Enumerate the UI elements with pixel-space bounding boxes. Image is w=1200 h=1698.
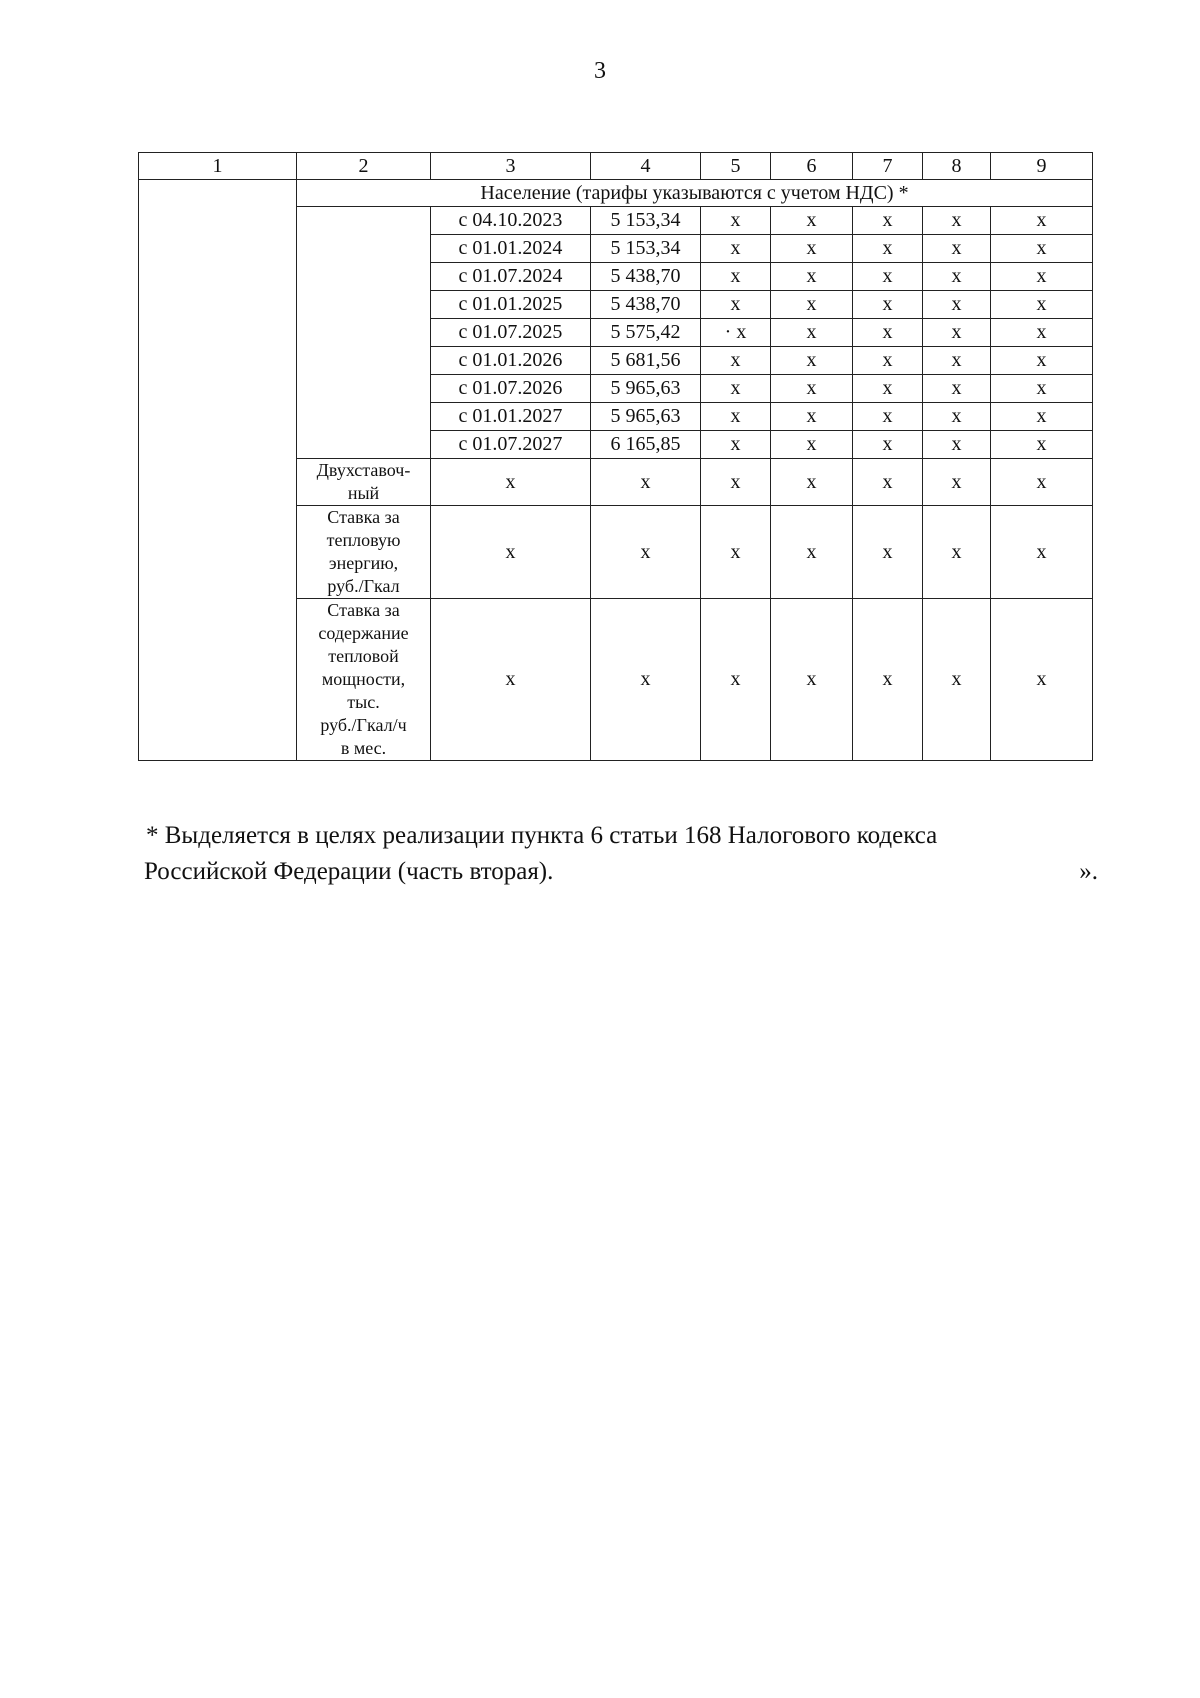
rate-label-line: Ставка за: [327, 507, 400, 527]
not-applicable-mark: x: [591, 459, 701, 506]
not-applicable-mark: x: [701, 431, 771, 459]
column-number: 2: [297, 153, 431, 180]
not-applicable-mark: x: [771, 459, 853, 506]
effective-date: с 01.01.2025: [431, 291, 591, 319]
tariff-value: 6 165,85: [591, 431, 701, 459]
not-applicable-mark: x: [923, 263, 991, 291]
not-applicable-mark: x: [853, 263, 923, 291]
not-applicable-mark: x: [991, 291, 1093, 319]
rate-label-line: руб./Гкал/ч: [320, 715, 407, 735]
not-applicable-mark: x: [853, 291, 923, 319]
not-applicable-mark: x: [991, 207, 1093, 235]
column-number: 4: [591, 153, 701, 180]
tariff-value: 5 681,56: [591, 347, 701, 375]
not-applicable-mark: x: [701, 599, 771, 761]
not-applicable-mark: x: [591, 599, 701, 761]
not-applicable-mark: x: [923, 235, 991, 263]
not-applicable-mark: x: [771, 375, 853, 403]
rate-label-line: руб./Гкал: [327, 576, 400, 596]
not-applicable-mark: x: [991, 403, 1093, 431]
rate-label-line: энергию,: [328, 553, 399, 573]
tariff-value: 5 153,34: [591, 235, 701, 263]
rate-label: [297, 459, 431, 506]
tariff-value: 5 965,63: [591, 375, 701, 403]
column-number: 9: [991, 153, 1093, 180]
not-applicable-mark: x: [923, 459, 991, 506]
effective-date: с 01.01.2024: [431, 235, 591, 263]
footnote: [146, 818, 1098, 890]
closing-quote: ».: [1079, 858, 1098, 885]
not-applicable-mark: x: [923, 403, 991, 431]
not-applicable-mark: x: [701, 347, 771, 375]
not-applicable-mark: x: [701, 207, 771, 235]
not-applicable-mark: x: [853, 319, 923, 347]
not-applicable-mark: x: [923, 319, 991, 347]
not-applicable-mark: x: [701, 375, 771, 403]
not-applicable-mark: x: [701, 291, 771, 319]
effective-date: с 01.07.2025: [431, 319, 591, 347]
tariff-value: 5 438,70: [591, 263, 701, 291]
column-number: 8: [923, 153, 991, 180]
not-applicable-mark: x: [853, 459, 923, 506]
not-applicable-mark: x: [923, 375, 991, 403]
not-applicable-mark: x: [771, 319, 853, 347]
not-applicable-mark: x: [991, 459, 1093, 506]
column-number: 7: [853, 153, 923, 180]
not-applicable-mark: x: [431, 506, 591, 599]
rate-label-line: Ставка за: [327, 600, 400, 620]
tariff-value: 5 575,42: [591, 319, 701, 347]
not-applicable-mark: x: [853, 599, 923, 761]
rate-label-line: ный: [347, 483, 380, 503]
not-applicable-mark: x: [923, 599, 991, 761]
not-applicable-mark: x: [701, 263, 771, 291]
empty-column-2-cell: [297, 207, 431, 459]
rate-label: [297, 506, 431, 599]
not-applicable-mark: x: [991, 263, 1093, 291]
not-applicable-mark: x: [771, 263, 853, 291]
rate-label-line: тыс.: [347, 692, 380, 712]
column-number: 6: [771, 153, 853, 180]
not-applicable-mark: · x: [701, 319, 771, 347]
not-applicable-mark: x: [701, 235, 771, 263]
not-applicable-mark: x: [853, 347, 923, 375]
not-applicable-mark: x: [431, 459, 591, 506]
not-applicable-mark: x: [771, 207, 853, 235]
not-applicable-mark: x: [591, 506, 701, 599]
not-applicable-mark: x: [771, 291, 853, 319]
not-applicable-mark: x: [853, 207, 923, 235]
rate-label-line: тепловую: [326, 530, 401, 550]
not-applicable-mark: x: [853, 375, 923, 403]
not-applicable-mark: x: [991, 506, 1093, 599]
not-applicable-mark: x: [853, 431, 923, 459]
column-number-row: [139, 153, 1093, 180]
not-applicable-mark: x: [701, 459, 771, 506]
tariff-value: 5 438,70: [591, 291, 701, 319]
tariff-table: [138, 152, 1093, 761]
not-applicable-mark: x: [771, 403, 853, 431]
footnote-line-2: Российской Федерации (часть вторая).: [144, 858, 554, 885]
tariff-value: 5 153,34: [591, 207, 701, 235]
not-applicable-mark: x: [771, 347, 853, 375]
not-applicable-mark: x: [853, 235, 923, 263]
not-applicable-mark: x: [923, 347, 991, 375]
rate-label-line: мощности,: [321, 669, 406, 689]
not-applicable-mark: x: [923, 291, 991, 319]
rate-label-line: в мес.: [340, 738, 387, 758]
tariff-value: 5 965,63: [591, 403, 701, 431]
not-applicable-mark: x: [853, 506, 923, 599]
empty-column-1-cell: [139, 180, 297, 761]
not-applicable-mark: x: [991, 319, 1093, 347]
not-applicable-mark: x: [701, 403, 771, 431]
column-number: 5: [701, 153, 771, 180]
group-title: Население (тарифы указываются с учетом НДС) *: [297, 180, 1093, 207]
not-applicable-mark: x: [991, 599, 1093, 761]
rate-label-line: тепловой: [328, 646, 399, 666]
not-applicable-mark: x: [771, 506, 853, 599]
effective-date: с 01.07.2027: [431, 431, 591, 459]
not-applicable-mark: x: [923, 207, 991, 235]
effective-date: с 01.01.2027: [431, 403, 591, 431]
rate-label-line: Двухставоч-: [316, 460, 411, 480]
not-applicable-mark: x: [771, 431, 853, 459]
page-number: 3: [594, 58, 606, 84]
not-applicable-mark: x: [771, 235, 853, 263]
group-title-row: [139, 180, 1093, 207]
not-applicable-mark: x: [431, 599, 591, 761]
effective-date: с 01.07.2026: [431, 375, 591, 403]
not-applicable-mark: x: [701, 506, 771, 599]
footnote-line-1: * Выделяется в целях реализации пункта 6 статьи 168 Налогового кодекса: [146, 822, 938, 849]
effective-date: с 01.07.2024: [431, 263, 591, 291]
not-applicable-mark: x: [991, 347, 1093, 375]
not-applicable-mark: x: [991, 431, 1093, 459]
not-applicable-mark: x: [771, 599, 853, 761]
rate-label-line: содержание: [318, 623, 409, 643]
not-applicable-mark: x: [853, 403, 923, 431]
rate-label: [297, 599, 431, 761]
not-applicable-mark: x: [923, 431, 991, 459]
column-number: 1: [139, 153, 297, 180]
not-applicable-mark: x: [923, 506, 991, 599]
effective-date: с 01.01.2026: [431, 347, 591, 375]
not-applicable-mark: x: [991, 375, 1093, 403]
not-applicable-mark: x: [991, 235, 1093, 263]
effective-date: с 04.10.2023: [431, 207, 591, 235]
column-number: 3: [431, 153, 591, 180]
